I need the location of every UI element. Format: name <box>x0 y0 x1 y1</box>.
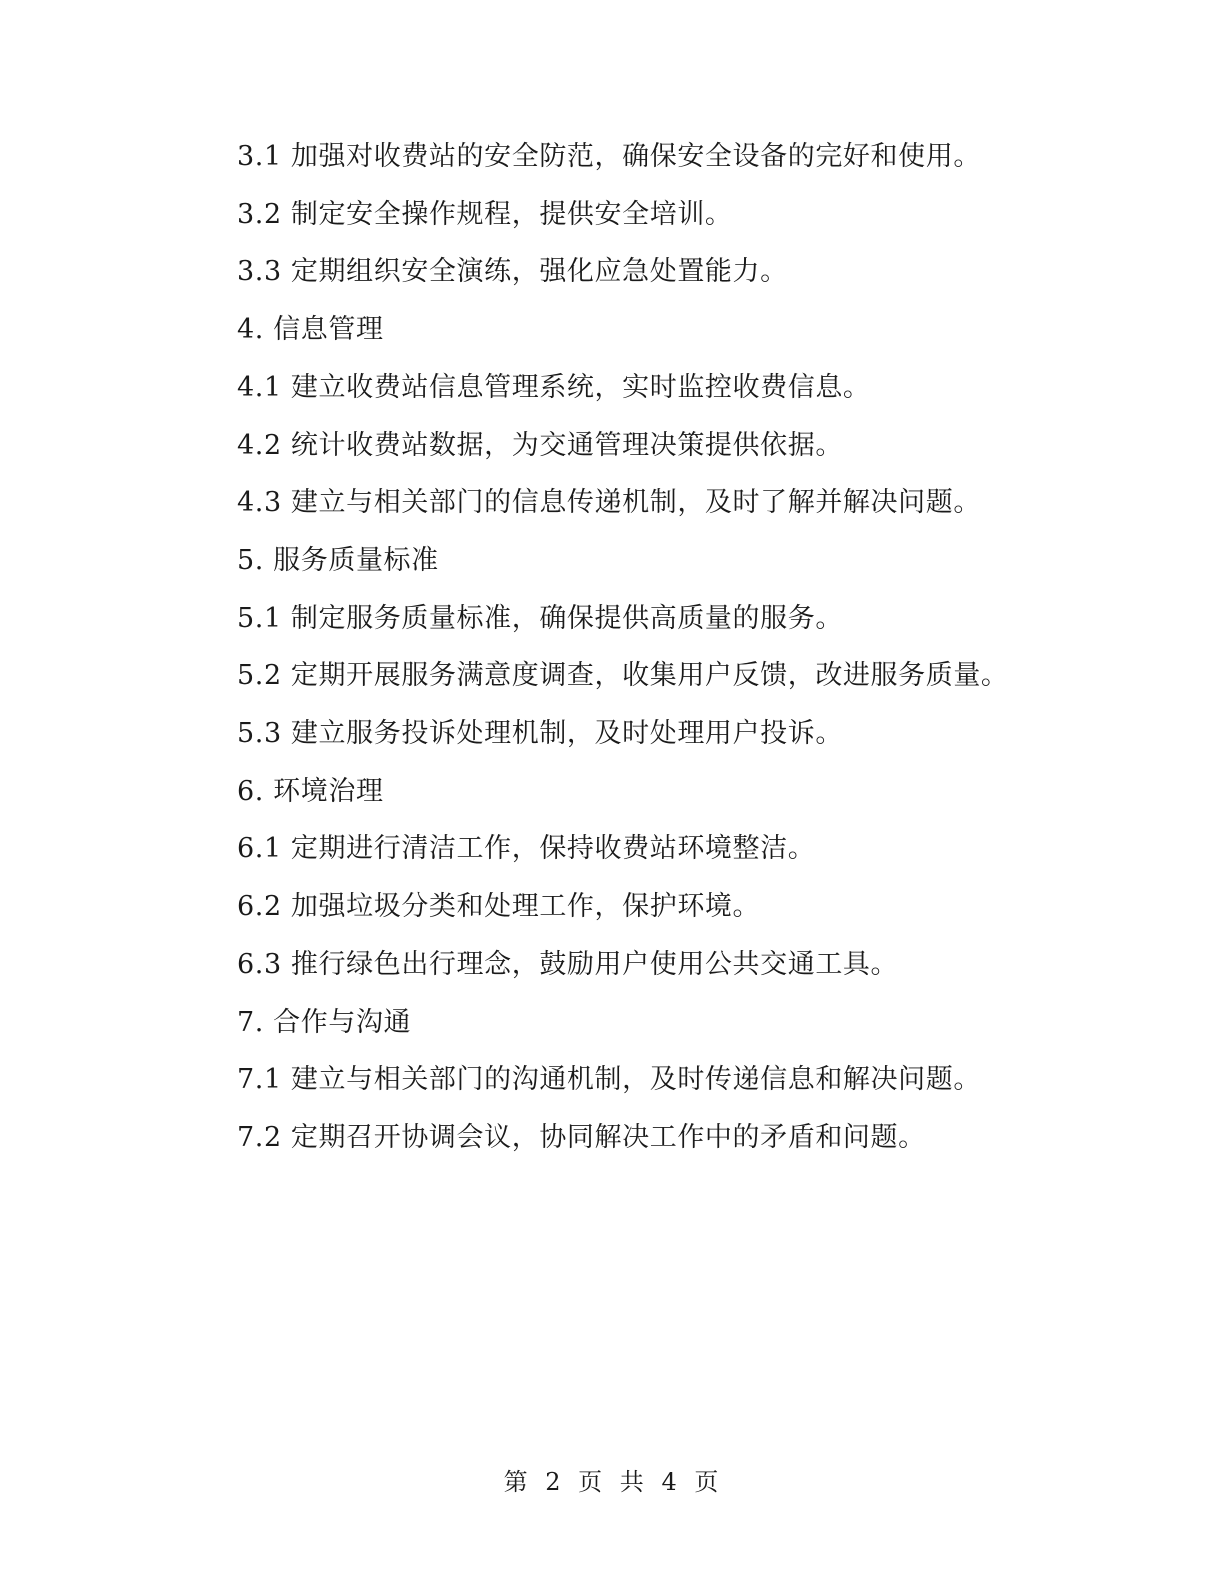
paragraph-3-3: 3.3 定期组织安全演练，强化应急处置能力。 <box>237 256 788 288</box>
paragraph-3-1: 3.1 加强对收费站的安全防范，确保安全设备的完好和使用。 <box>237 141 981 172</box>
paragraph-3-2: 3.2 制定安全操作规程，提供安全培训。 <box>237 198 733 230</box>
paragraph-4-3: 4.3 建立与相关部门的信息传递机制，及时了解并解决问题。 <box>237 487 981 519</box>
paragraph-5-3: 5.3 建立服务投诉处理机制，及时处理用户投诉。 <box>237 718 843 750</box>
section-heading-7: 7. 合作与沟通 <box>237 1006 412 1038</box>
section-heading-4: 4. 信息管理 <box>237 314 384 346</box>
paragraph-6-3: 6.3 推行绿色出行理念，鼓励用户使用公共交通工具。 <box>237 948 899 980</box>
paragraph-5-1: 5.1 制定服务质量标准，确保提供高质量的服务。 <box>237 602 843 634</box>
paragraph-5-2: 5.2 定期开展服务满意度调查，收集用户反馈，改进服务质量。 <box>237 660 1009 692</box>
paragraph-7-2: 7.2 定期召开协调会议，协同解决工作中的矛盾和问题。 <box>237 1121 926 1153</box>
section-heading-6: 6. 环境治理 <box>237 775 384 807</box>
paragraph-7-1: 7.1 建立与相关部门的沟通机制，及时传递信息和解决问题。 <box>237 1064 981 1096</box>
document-body <box>180 128 1020 1167</box>
page-number-footer: 第 2 页 共 4 页 <box>503 1468 721 1496</box>
paragraph-4-1: 4.1 建立收费站信息管理系统，实时监控收费信息。 <box>237 371 871 403</box>
paragraph-4-2: 4.2 统计收费站数据，为交通管理决策提供依据。 <box>237 429 843 461</box>
paragraph-6-2: 6.2 加强垃圾分类和处理工作，保护环境。 <box>237 891 761 923</box>
section-heading-5: 5. 服务质量标准 <box>237 544 439 576</box>
paragraph-6-1: 6.1 定期进行清洁工作，保持收费站环境整洁。 <box>237 833 816 865</box>
